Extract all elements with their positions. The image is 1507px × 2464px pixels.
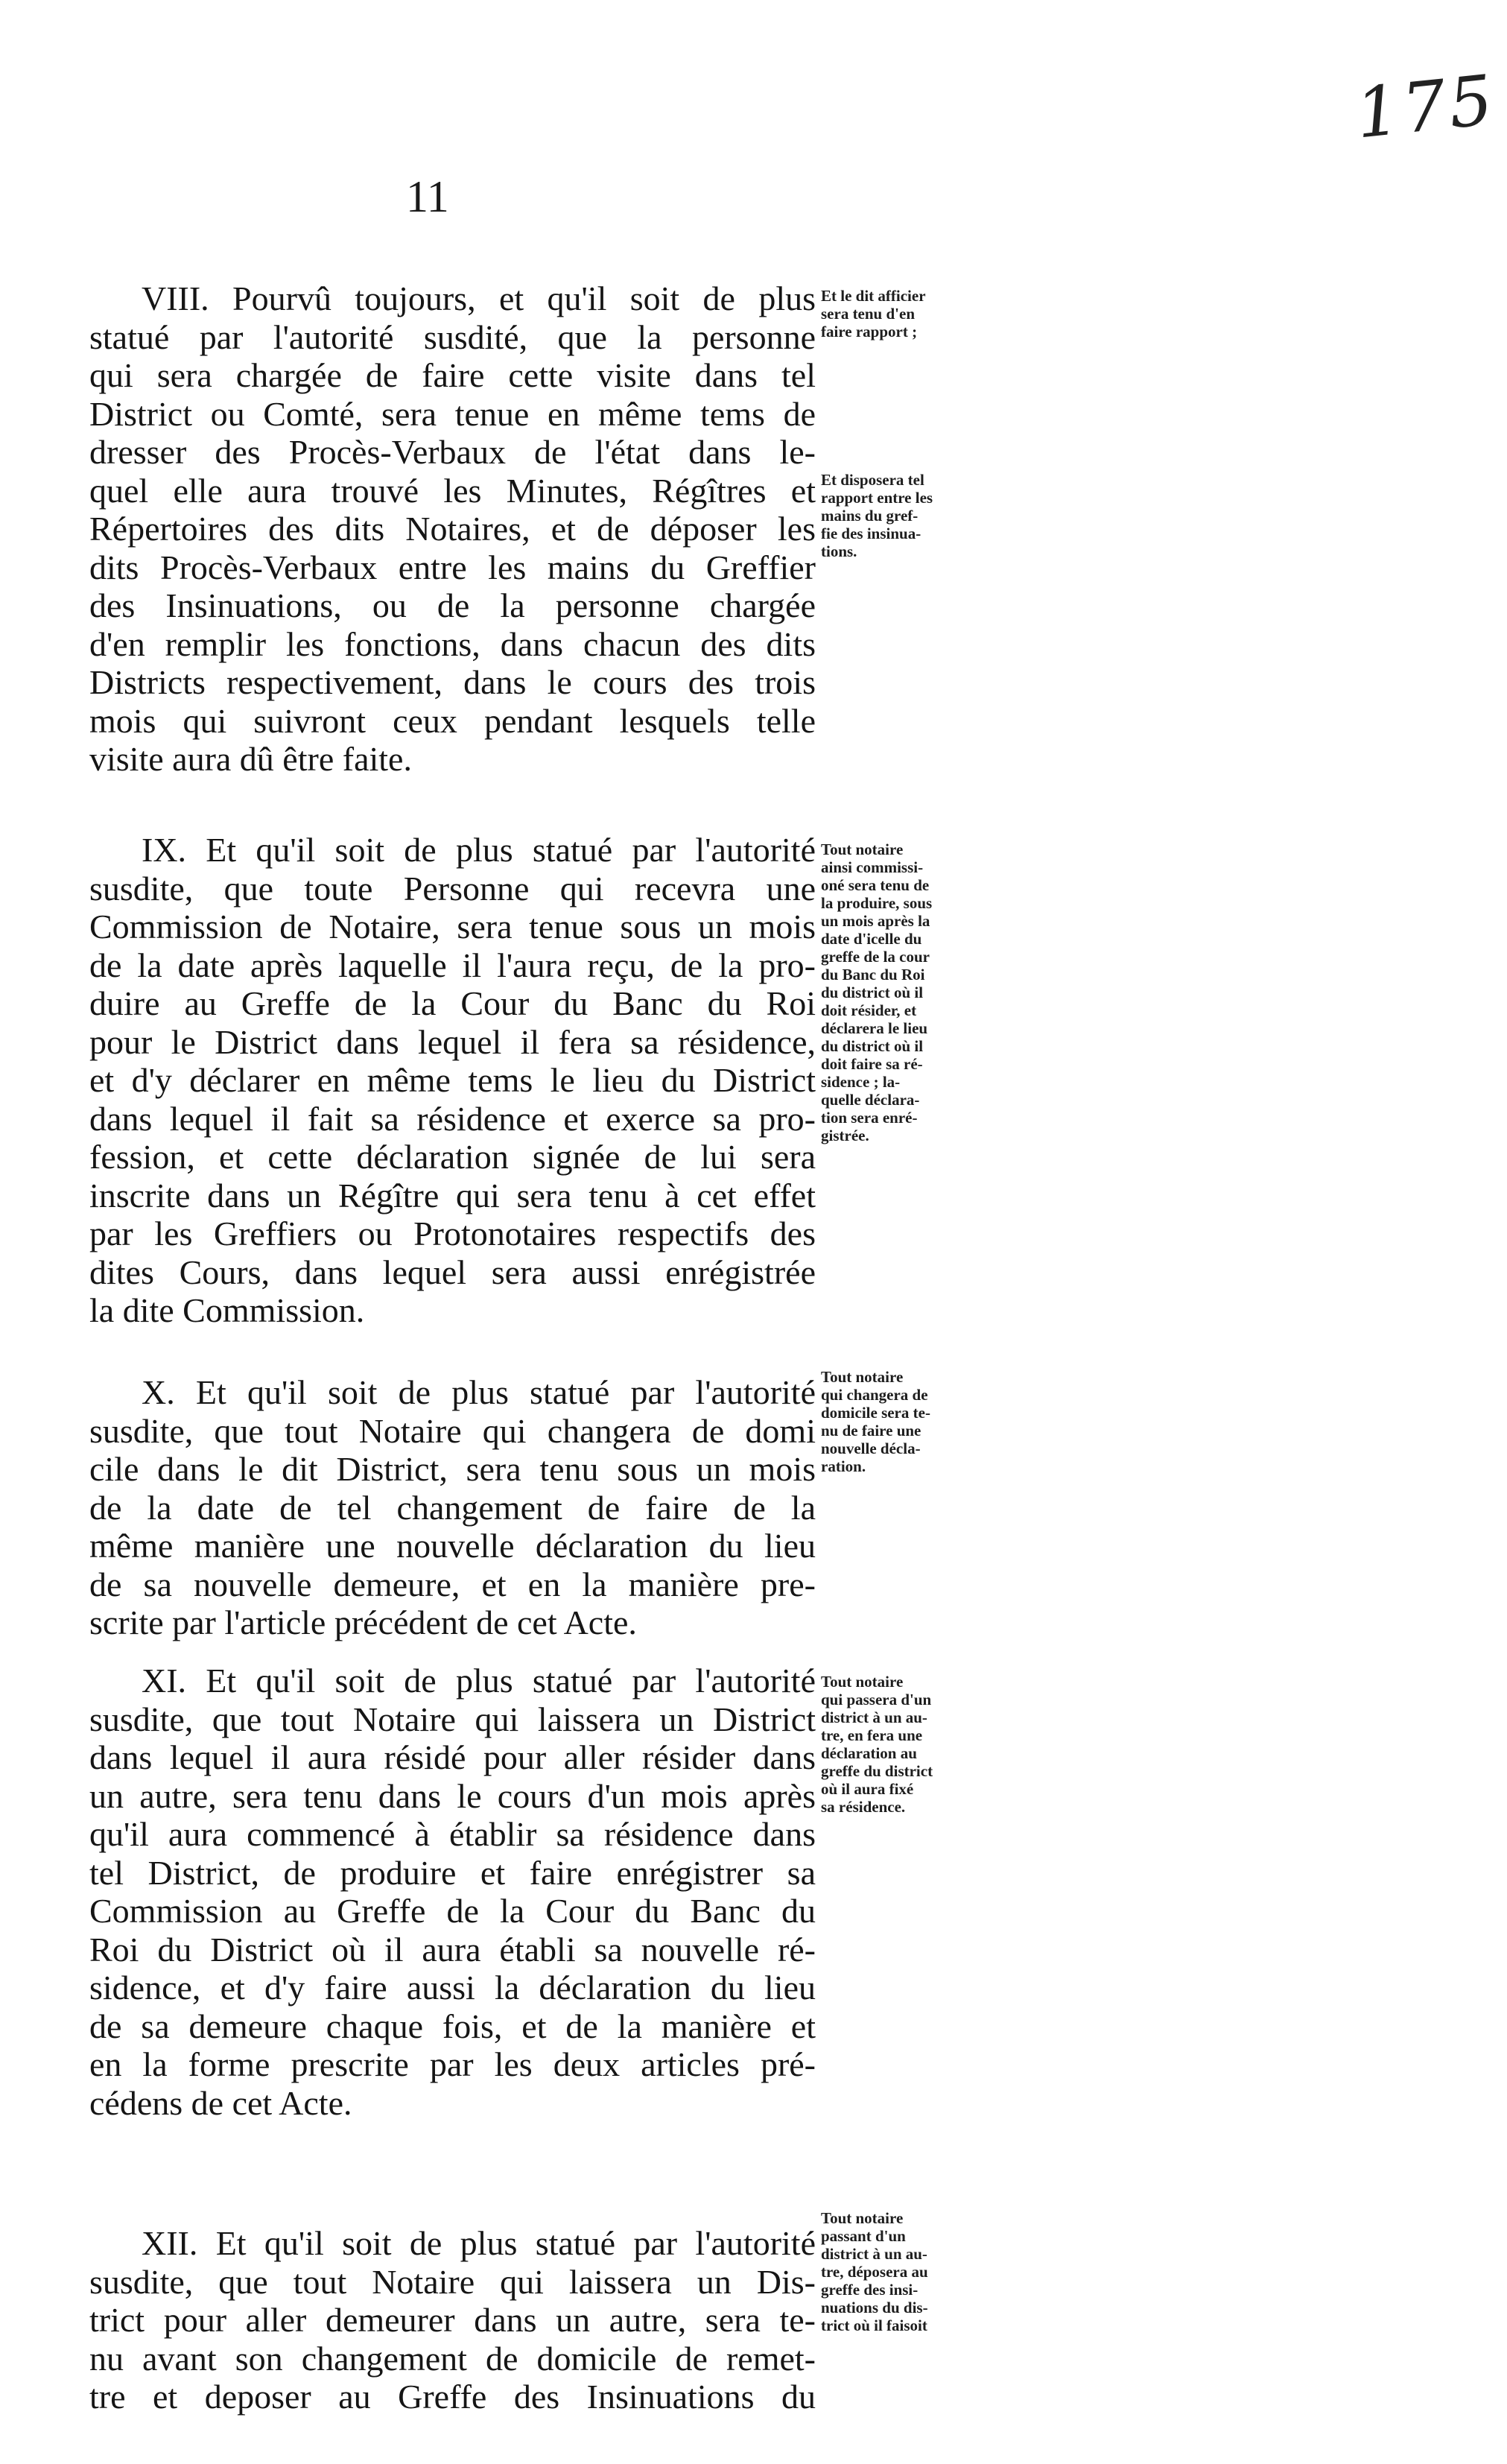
margin-note-line: mains du gref- [821, 507, 919, 525]
article-line: cédens de cet Acte. [89, 2083, 352, 2122]
margin-note-line: greffe du district [821, 1762, 933, 1780]
margin-note-line: où il aura fixé [821, 1780, 914, 1798]
article-line: de la date de tel changement de faire de la [89, 1488, 816, 1527]
article-line: duire au Greffe de la Cour du Banc du Roi [89, 984, 816, 1022]
article-line: en la forme prescrite par les deux articles pré- [89, 2045, 816, 2083]
margin-note-line: district à un au- [821, 2245, 927, 2263]
article-line: susdite, que toute Personne qui recevra une [89, 869, 816, 908]
margin-note-line: Tout notaire [821, 840, 904, 858]
margin-note-line: sera tenu d'en [821, 305, 915, 323]
article-line: tre et deposer au Greffe des Insinuations du [89, 2378, 816, 2416]
article-line: de sa nouvelle demeure, et en la manière pre- [89, 1565, 816, 1603]
article-line: un autre, sera tenu dans le cours d'un mois après [89, 1776, 816, 1815]
article-line: tel District, de produire et faire enrégistrer sa [89, 1853, 816, 1892]
margin-note-line: qui changera de [821, 1386, 928, 1404]
article-line: susdite, que tout Notaire qui laissera un Dis- [89, 2262, 816, 2301]
article-line: fession, et cette déclaration signée de lui sera [89, 1138, 816, 1176]
margin-note-line: date d'icelle du [821, 930, 922, 948]
article-line: X. Et qu'il soit de plus statué par l'autorité [142, 1373, 816, 1411]
margin-note-line: ainsi commissi- [821, 858, 924, 876]
margin-note-line: nouvelle décla- [821, 1440, 921, 1457]
margin-note-line: sidence ; la- [821, 1073, 901, 1091]
article-line: sidence, et d'y faire aussi la déclaration du lieu [89, 1969, 816, 2007]
margin-note-line: nuations du dis- [821, 2299, 928, 2316]
margin-note-line: Tout notaire [821, 1368, 904, 1386]
article-line: qui sera chargée de faire cette visite dans tel [89, 356, 816, 394]
margin-note-line: du Banc du Roi [821, 966, 925, 984]
margin-note-line: greffe de la cour [821, 948, 930, 966]
margin-note-line: nu de faire une [821, 1422, 921, 1440]
article-line: IX. Et qu'il soit de plus statué par l'autorité [142, 831, 816, 869]
article-xii [89, 2224, 816, 2416]
margin-note-line: rapport entre les [821, 489, 933, 507]
article-line: scrite par l'article précédent de cet Acte. [89, 1603, 637, 1641]
article-line: et d'y déclarer en même tems le lieu du District [89, 1061, 816, 1099]
article-line: la dite Commission. [89, 1291, 365, 1329]
margin-note-line: greffe des insi- [821, 2281, 919, 2299]
article-line: dans lequel il aura résidé pour aller résider dans [89, 1738, 816, 1776]
article-line: pour le District dans lequel il fera sa résidence, [89, 1022, 816, 1061]
article-line: Districts respectivement, dans le cours des trois [89, 663, 816, 701]
article-line: susdite, que tout Notaire qui laissera un District [89, 1700, 816, 1738]
article-line: quel elle aura trouvé les Minutes, Régîtres et [89, 471, 816, 510]
article-x [89, 1373, 816, 1642]
margin-note-line: trict où il faisoit [821, 2316, 927, 2334]
article-line: nu avant son changement de domicile de remet- [89, 2339, 816, 2378]
margin-note-line: déclaration au [821, 1744, 917, 1762]
article-line: Commission au Greffe de la Cour du Banc du [89, 1892, 816, 1930]
article-line: d'en remplir les fonctions, dans chacun des dits [89, 624, 816, 663]
margin-note [821, 471, 989, 560]
margin-note-line: quelle déclara- [821, 1091, 920, 1109]
margin-note-line: qui passera d'un [821, 1691, 932, 1708]
article-line: même manière une nouvelle déclaration du lieu [89, 1527, 816, 1565]
margin-note-line: oné sera tenu de [821, 876, 930, 894]
margin-note-line: gistrée. [821, 1127, 869, 1144]
folio-number: 175 [1351, 60, 1500, 154]
margin-note-line: Et disposera tel [821, 471, 924, 489]
margin-note-line: sa résidence. [821, 1798, 906, 1816]
margin-note-line: du district où il [821, 1037, 924, 1055]
page-number: 11 [406, 172, 449, 221]
margin-note [821, 2209, 989, 2334]
margin-note-line: tre, en fera une [821, 1726, 923, 1744]
margin-note-line: du district où il [821, 984, 924, 1001]
margin-note-line: faire rapport ; [821, 323, 918, 341]
article-line: inscrite dans un Régître qui sera tenu à cet effet [89, 1176, 816, 1214]
margin-note [821, 287, 989, 341]
margin-note [821, 840, 989, 1144]
article-xi [89, 1662, 816, 2122]
margin-note-line: Et le dit afficier [821, 287, 926, 305]
article-line: qu'il aura commencé à établir sa résidence dans [89, 1815, 816, 1853]
article-line: XII. Et qu'il soit de plus statué par l'autorité [142, 2224, 816, 2262]
article-line: trict pour aller demeurer dans un autre, sera te- [89, 2301, 816, 2339]
article-line: dans lequel il fait sa résidence et exerce sa pro- [89, 1099, 816, 1138]
margin-note-line: doit faire sa ré- [821, 1055, 923, 1073]
article-line: District ou Comté, sera tenue en même tems de [89, 394, 816, 433]
article-line: statué par l'autorité susdité, que la personne [89, 317, 816, 356]
article-line: Roi du District où il aura établi sa nouvelle ré- [89, 1930, 816, 1969]
margin-note-line: déclarera le lieu [821, 1019, 928, 1037]
margin-note-line: Tout notaire [821, 1673, 904, 1691]
margin-note-line: un mois après la [821, 912, 930, 930]
article-line: susdite, que tout Notaire qui changera de domi [89, 1411, 816, 1450]
margin-note-line: tre, déposera au [821, 2263, 928, 2281]
article-line: de sa demeure chaque fois, et de la manière et [89, 2007, 816, 2045]
article-line: Répertoires des dits Notaires, et de déposer les [89, 510, 816, 548]
margin-note [821, 1673, 989, 1816]
margin-note-line: ration. [821, 1457, 866, 1475]
article-ix [89, 831, 816, 1330]
margin-note-line: district à un au- [821, 1708, 927, 1726]
article-line: dites Cours, dans lequel sera aussi enrégistrée [89, 1252, 816, 1291]
margin-note-line: tion sera enré- [821, 1109, 918, 1127]
article-line: visite aura dû être faite. [89, 740, 412, 778]
margin-note-line: doit résider, et [821, 1001, 917, 1019]
article-line: cile dans le dit District, sera tenu sous un mois [89, 1450, 816, 1488]
article-line: par les Greffiers ou Protonotaires respectifs des [89, 1214, 816, 1252]
article-line: mois qui suivront ceux pendant lesquels telle [89, 701, 816, 740]
margin-note-line: domicile sera te- [821, 1404, 930, 1422]
margin-note-line: la produire, sous [821, 894, 933, 912]
margin-note-line: Tout notaire [821, 2209, 904, 2227]
article-line: dits Procès-Verbaux entre les mains du Greffier [89, 548, 816, 586]
margin-note-line: passant d'un [821, 2227, 906, 2245]
article-line: XI. Et qu'il soit de plus statué par l'autorité [142, 1662, 816, 1700]
margin-note-line: fie des insinua- [821, 525, 921, 542]
margin-note [821, 1368, 989, 1475]
margin-note-line: tions. [821, 542, 857, 560]
article-line: Commission de Notaire, sera tenue sous un mois [89, 908, 816, 946]
article-viii [89, 279, 816, 779]
article-line: dresser des Procès-Verbaux de l'état dans le- [89, 433, 816, 471]
article-line: des Insinuations, ou de la personne chargée [89, 586, 816, 624]
article-line: de la date après laquelle il l'aura reçu, de la pro- [89, 946, 816, 984]
article-line: VIII. Pourvû toujours, et qu'il soit de plus [142, 279, 816, 317]
